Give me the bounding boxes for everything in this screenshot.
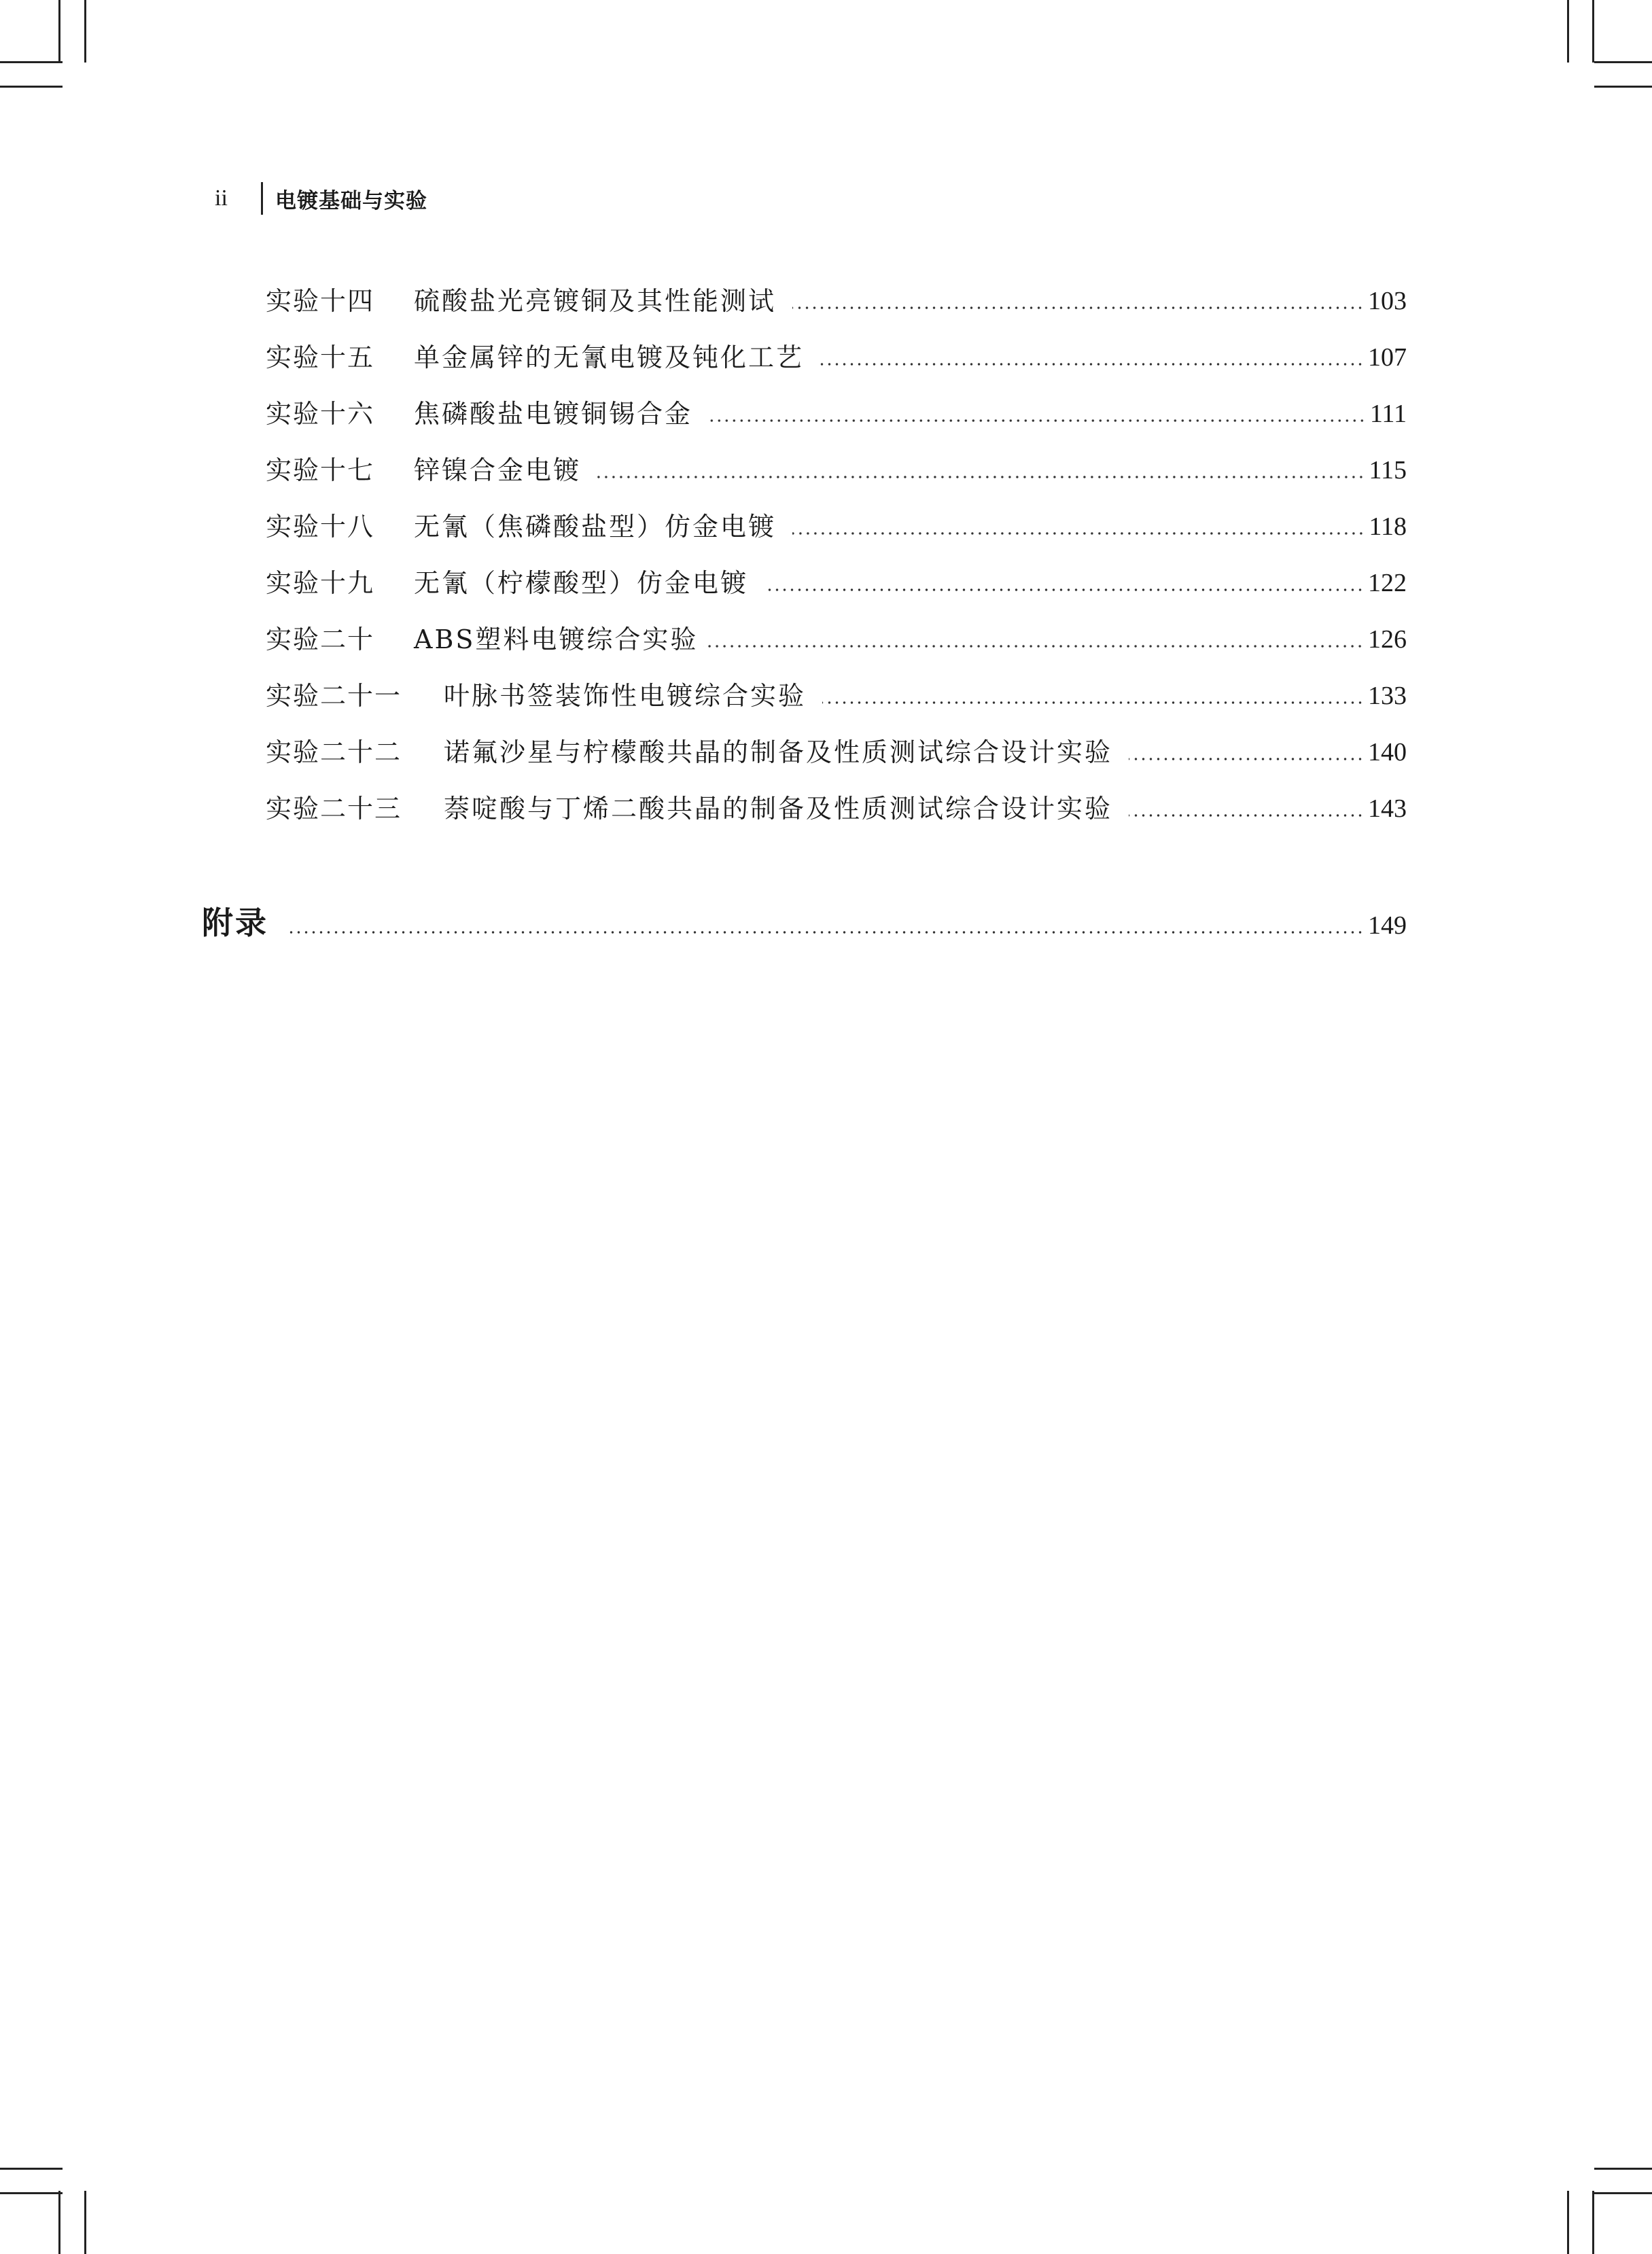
toc-entry-page: 103 [1368,287,1407,315]
crop-mark-top-right-v2 [1592,0,1594,63]
toc-entry-page: 122 [1368,569,1407,597]
toc-entry-label: 实验十四 [266,286,375,316]
crop-mark-bottom-left-v1 [58,2191,60,2254]
toc-entry-page: 107 [1368,343,1407,372]
crop-mark-bottom-left-v2 [84,2191,86,2254]
toc-entry-title: 焦磷酸盐电镀铜锡合金 [414,399,693,429]
crop-mark-bottom-left-h [0,2168,63,2170]
toc-entry-title: ABS塑料电镀综合实验 [414,624,699,654]
crop-mark-top-left-h [0,61,63,63]
toc-entry-label: 实验二十二 [266,737,402,767]
toc-entry-title: 萘啶酸与丁烯二酸共晶的制备及性质测试综合设计实验 [444,794,1113,824]
toc-entry-label: 实验十六 [266,399,375,429]
toc-entry-label: 实验十八 [266,512,375,542]
dot-leader [289,930,1364,934]
toc-entry-page: 126 [1368,625,1407,654]
toc-entry-label: 实验十五 [266,342,375,372]
toc-entry-page: 115 [1369,456,1407,485]
toc-entry-title: 单金属锌的无氰电镀及钝化工艺 [414,342,805,372]
dot-leader [709,419,1366,423]
toc-entry-page: 118 [1369,512,1407,541]
toc-entry[interactable] [266,492,1407,540]
crop-mark-top-left-v2 [84,0,86,63]
toc-entry[interactable] [266,718,1407,765]
page-number: ii [215,186,228,211]
toc-entry[interactable] [266,548,1407,596]
toc-entry[interactable] [266,266,1407,314]
toc-entry-title: 硫酸盐光亮镀铜及其性能测试 [414,286,777,316]
toc-entry-label: 实验十七 [266,455,375,485]
appendix-title: 附录 [202,904,268,941]
toc-entry[interactable] [266,661,1407,709]
crop-mark-top-right-h2 [1594,86,1652,88]
toc-entry-title: 叶脉书签装饰性电镀综合实验 [444,681,807,711]
dot-leader [820,362,1364,366]
toc-entry-page: 133 [1368,682,1407,710]
toc-entry-title: 无氰（柠檬酸型）仿金电镀 [414,568,749,598]
toc-appendix-entry[interactable] [202,885,1407,941]
crop-mark-bottom-right-h2 [1594,2192,1652,2194]
toc-entry-label: 实验二十 [266,624,375,654]
dot-leader [1129,813,1364,817]
toc-entry-title: 诺氟沙星与柠檬酸共晶的制备及性质测试综合设计实验 [444,737,1113,767]
crop-mark-bottom-right-h [1594,2168,1652,2170]
crop-mark-bottom-right-v1 [1567,2191,1569,2254]
toc-entry-page: 143 [1368,794,1407,823]
toc-entry-label: 实验二十三 [266,794,402,824]
header-separator [261,182,263,215]
toc-entry-label: 实验二十一 [266,681,402,711]
toc-entry-page: 111 [1369,400,1407,428]
dot-leader [597,475,1365,479]
dot-leader [822,701,1364,705]
crop-mark-top-right-v1 [1567,0,1569,63]
toc-entry[interactable] [266,774,1407,822]
dot-leader [703,644,1364,648]
dot-leader [792,306,1364,310]
crop-mark-bottom-left-h2 [0,2192,63,2194]
book-title: 电镀基础与实验 [275,188,427,213]
toc-entry[interactable] [266,436,1407,483]
dot-leader [1129,757,1364,761]
running-header [215,178,427,219]
crop-mark-bottom-right-v2 [1592,2191,1594,2254]
toc-entry-label: 实验十九 [266,568,375,598]
toc-entry[interactable] [266,379,1407,427]
crop-mark-top-left-v1 [58,0,60,63]
toc-entry[interactable] [266,323,1407,370]
toc-entry[interactable] [266,605,1407,652]
toc-entry-title: 无氰（焦磷酸盐型）仿金电镀 [414,512,777,542]
dot-leader [792,531,1365,535]
crop-mark-top-right-h [1594,61,1652,63]
toc-entry-page: 140 [1368,738,1407,767]
dot-leader [765,588,1364,592]
toc-entry-title: 锌镍合金电镀 [414,455,582,485]
crop-mark-top-left-h2 [0,86,63,88]
appendix-page: 149 [1368,911,1407,940]
